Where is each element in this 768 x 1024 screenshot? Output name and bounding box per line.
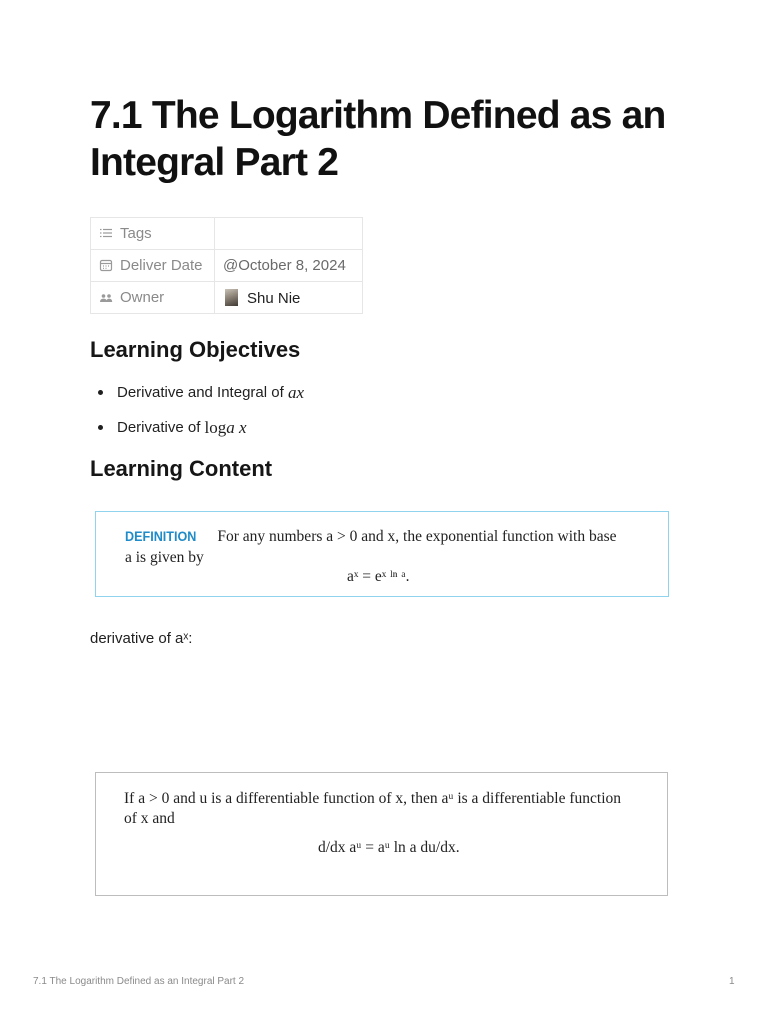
bullet-icon bbox=[98, 390, 103, 395]
objectives-list bbox=[98, 375, 304, 445]
tags-label: Tags bbox=[120, 225, 152, 242]
page-title: 7.1 The Logarithm Defined as an Integral Part 2 bbox=[90, 94, 666, 184]
tags-value[interactable] bbox=[215, 218, 363, 250]
theorem-line-2: of x and bbox=[124, 810, 175, 827]
math-log: log bbox=[204, 417, 227, 437]
list-item: Derivative of log a x bbox=[98, 410, 304, 445]
bullet-icon bbox=[98, 425, 103, 430]
owner-name[interactable]: Shu Nie bbox=[247, 289, 301, 307]
properties-table bbox=[90, 217, 363, 314]
avatar bbox=[225, 289, 238, 306]
math-argument: x bbox=[238, 417, 247, 437]
list-icon bbox=[99, 226, 113, 240]
owner-label: Owner bbox=[120, 289, 165, 306]
list-item: Derivative and Integral of a x bbox=[98, 375, 304, 410]
page-number: 1 bbox=[729, 976, 735, 987]
footer-title: 7.1 The Logarithm Defined as an Integral Part 2 bbox=[33, 976, 245, 987]
definition-line-1: For any numbers a > 0 and x, the exponential function with base bbox=[217, 528, 617, 545]
property-row-owner[interactable] bbox=[91, 282, 363, 314]
math-base: a bbox=[287, 382, 297, 402]
theorem-equation: d/dx aᵘ = aᵘ ln a du/dx. bbox=[318, 839, 460, 856]
deliver-date-value[interactable]: @October 8, 2024 bbox=[215, 250, 363, 282]
derivative-label: derivative of aˣ: bbox=[90, 630, 193, 647]
calendar-icon bbox=[99, 258, 113, 272]
learning-content-heading: Learning Content bbox=[90, 456, 273, 481]
theorem-line-1: If a > 0 and u is a differentiable function of x, then aᵘ is a differentiable function bbox=[124, 790, 622, 807]
definition-label: DEFINITION bbox=[125, 528, 197, 544]
learning-objectives-heading: Learning Objectives bbox=[90, 337, 301, 362]
property-row-tags[interactable] bbox=[91, 218, 363, 250]
property-row-deliver-date[interactable] bbox=[91, 250, 363, 282]
definition-image bbox=[95, 511, 669, 597]
people-icon bbox=[99, 290, 113, 304]
theorem-image bbox=[95, 772, 668, 896]
definition-line-2: a is given by bbox=[125, 549, 204, 566]
definition-formula: aˣ = eˣ ˡⁿ ᵃ. bbox=[347, 568, 410, 585]
deliver-date-label: Deliver Date bbox=[120, 257, 203, 274]
